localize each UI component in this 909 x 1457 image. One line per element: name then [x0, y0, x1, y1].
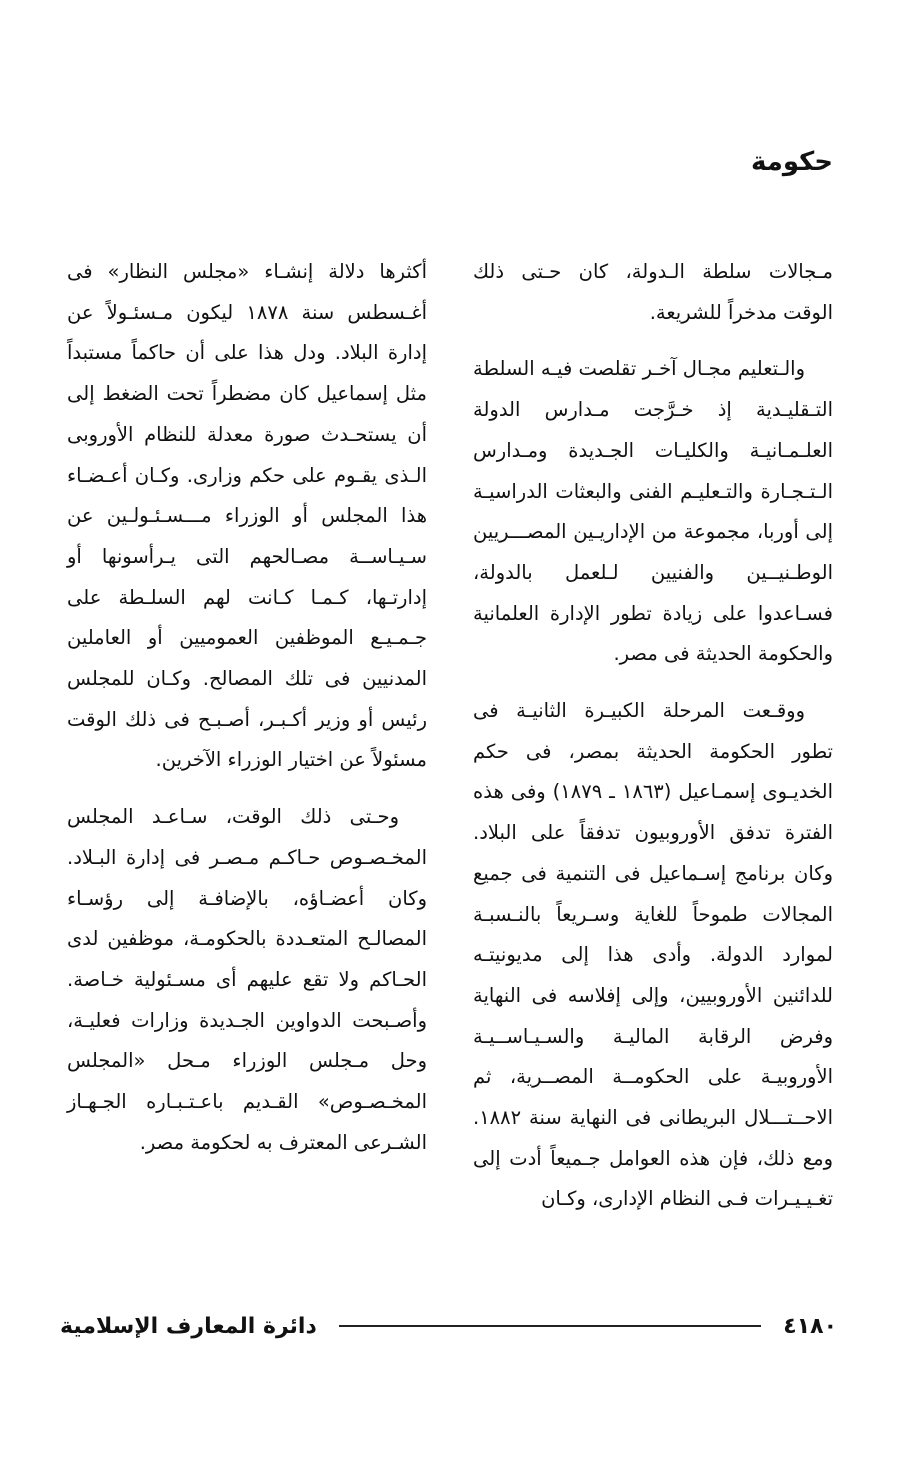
running-head-title: حكومة [750, 147, 833, 177]
paragraph: ووقـعت المرحلة الكبيـرة الثانيـة فى تطور الحكومة الحديثة بمصر، فى حكم الخديـوى إسمـاعيل (١٨٦٣ ـ ١٨٧٩) وفى هذه الفترة تدفق الأوروبيون تدفقاً على البلاد. وكان برنامج إسـماعيل فى التنمية فى جميع المجالات طموحاً للغاية وسـريعاً بالنـسبـة لموارد الدولة. وأدى هذا إلى مديونيتـه للدائنين الأوروبيين، وإلى إفلاسه فى النهاية وفرض الرقابة الماليـة والسـيـاســيـة الأوروبيـة على الحكومــة المصــرية، ثم الاحــتـــلال البريطانى فى النهاية سنة ١٨٨٢. ومع ذلك، فإن هذه العوامل جـميعاً أدت إلى تغـيـيـرات فـى النظام الإدارى، وكـان [473, 699, 833, 1211]
page-number: ٤١٨٠ [783, 1313, 837, 1339]
paragraph: مـجالات سلطة الـدولة، كان حـتى ذلك الوقت مدخراً للشريعة. [473, 260, 833, 324]
paragraph: أكثرها دلالة إنشـاء «مجلس النظار» فى أغـسطس سنة ١٨٧٨ ليكون مـسئـولاً عن إدارة البلاد. ودل هذا على أن حاكماً مستبداً مثل إسماعيل كان مضطراً تحت الضغط إلى أن يستحـدث صورة معدلة للنظام الأوروبى الـذى يقـوم على حكم وزارى. وكـان أعـضـاء هذا المجلس أو الوزراء مـــسـئـولـين عن سـيـاســة مصـالحهم التى يـرأسونها أو إدارتـها، كـمـا كـانت لهم السلـطة على جـمـيـع الموظفين العموميين أو العاملين المدنيين فى تلك المصالح. وكـان للمجلس رئيس أو وزير أكـبـر، أصـبـح فى ذلك الوقت مسئولاً عن اختيار الوزراء الآخرين. [67, 260, 427, 772]
text-column-left [67, 252, 427, 1179]
paragraph: والـتعليم مجـال آخـر تقلصت فيـه السلطة التـقليـدية إذ خـرَّجت مـدارس الدولة العلـمـانيـة والكليـات الجـديدة ومـدارس الـتـجـارة والتـعليـم الفنى والبعثات الدراسيـة إلى أوربا، مجموعة من الإداريـين المصـــريين الوطـنيــين والفنيين لـلعمل بالدولة، فسـاعدوا على زيادة تطور الإدارة العلمانية والحكومة الحديثة فى مصر. [473, 357, 833, 666]
publication-title: دائرة المعارف الإسلامية [60, 1313, 317, 1339]
paragraph: وحـتى ذلك الوقت، سـاعـد المجلس المخـصـوص حـاكـم مـصـر فى إدارة البـلاد. وكان أعضـاؤه، بالإضافـة إلى رؤسـاء المصالـح المتعـددة بالحكومـة، موظفين لدى الحـاكم ولا تقع عليهم أى مسـئولية خـاصة. وأصـبحت الدواوين الجـديدة وزارات فعليـة، وحل مـجلس الوزراء مـحل «المجلس المخـصـوص» القـديم باعـتـبـاره الجـهـاز الشـرعى المعترف به لحكومة مصر. [67, 805, 427, 1154]
footer-rule [339, 1325, 762, 1327]
text-column-right [473, 252, 833, 1236]
page-footer [60, 1306, 837, 1346]
